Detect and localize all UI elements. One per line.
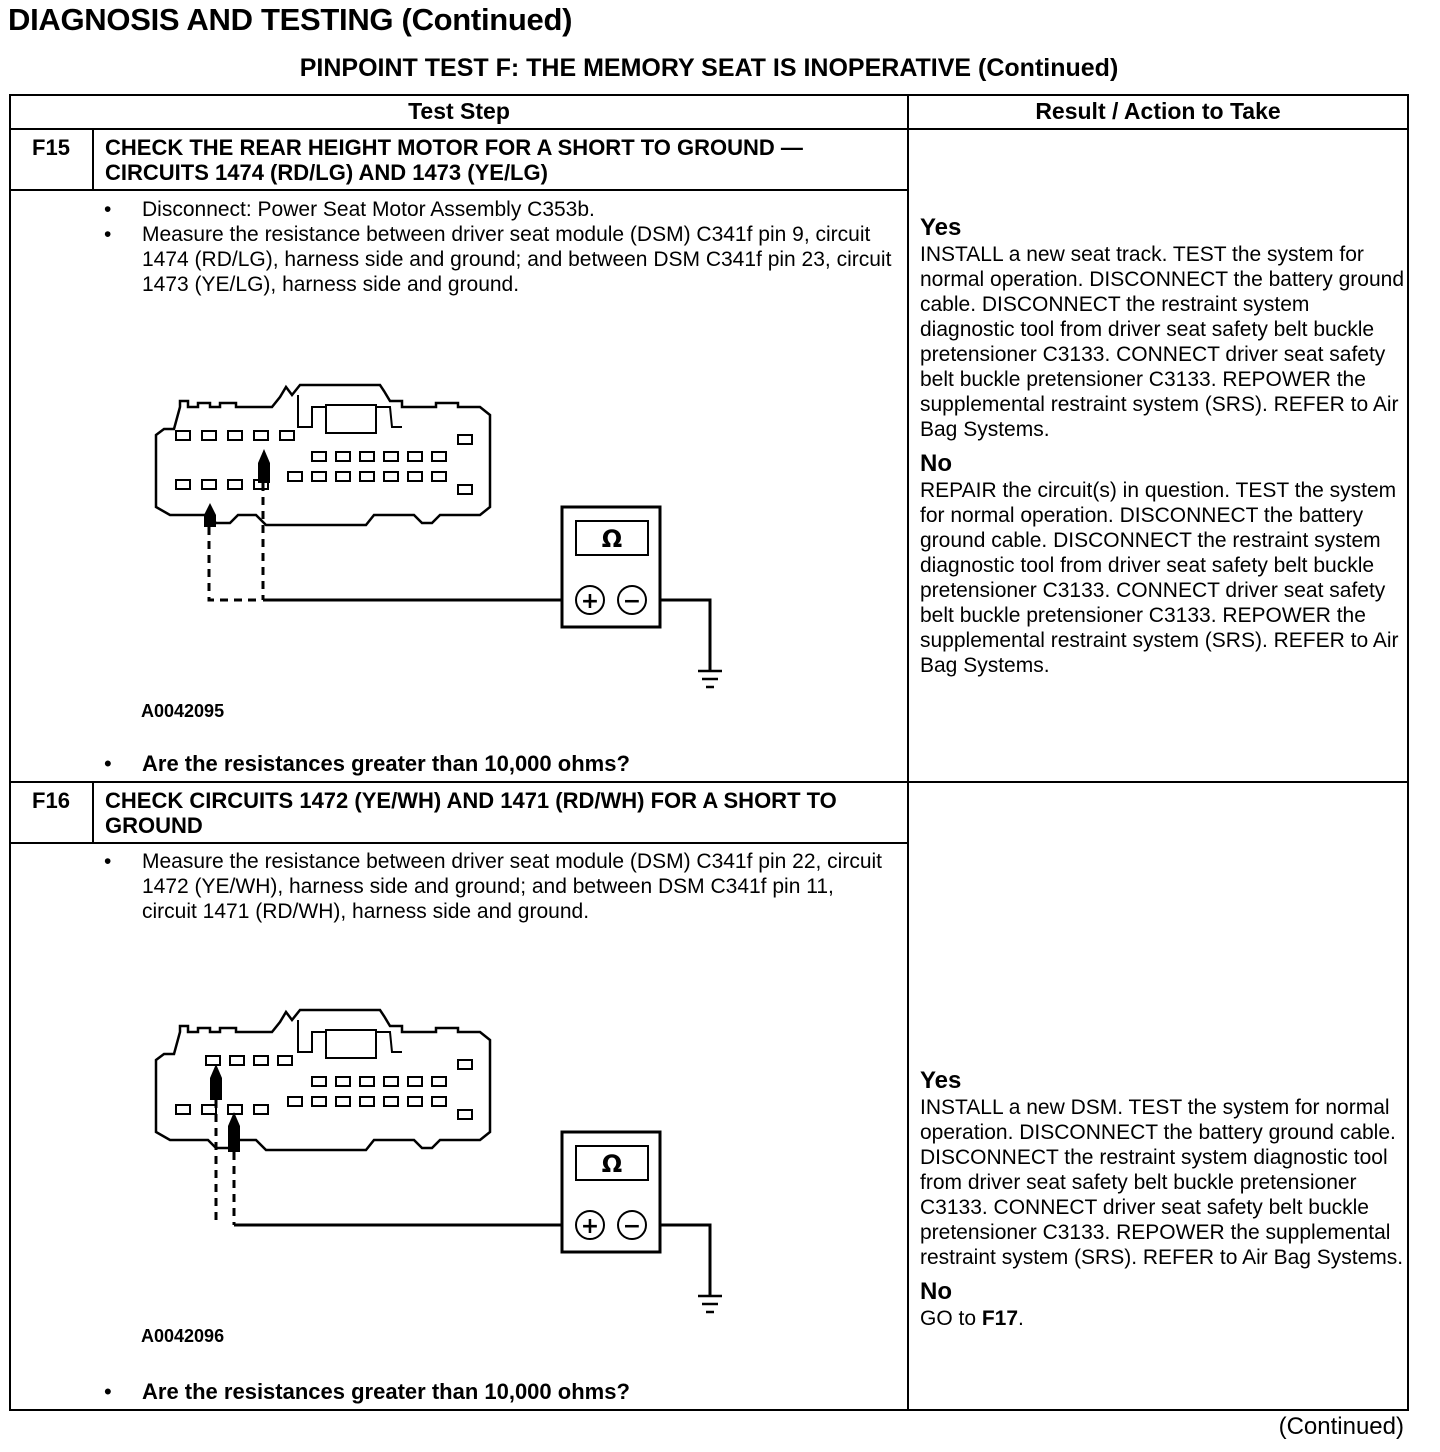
row-divider [9, 781, 1409, 783]
no-label: No [920, 1278, 952, 1305]
minus-terminal-icon: − [622, 589, 642, 614]
step-question-f15: • Are the resistances greater than 10,000 ohms? [104, 751, 894, 777]
instruction-item: • Measure the resistance between driver seat module (DSM) C341f pin 9, circuit 1474 (RD/LG), harness side and ground; and between DSM C341f pin 23, circuit 1473 (YE/LG), harness side and ground. [104, 222, 894, 297]
connector-diagram-f15 [140, 375, 740, 705]
instruction-item: • Measure the resistance between driver seat module (DSM) C341f pin 22, circuit 1472 (YE/WH), harness side and ground; and between DSM C341f pin 11, circuit 1471 (RD/WH), harness side and ground. [104, 849, 894, 924]
ground-symbol [698, 671, 722, 687]
ohmmeter [562, 507, 660, 627]
column-divider [907, 94, 909, 1411]
step-id-f15: F15 [32, 135, 70, 160]
col-header-result: Result / Action to Take [1035, 98, 1281, 124]
continued-note: (Continued) [1278, 1413, 1404, 1440]
plus-terminal-icon: + [580, 589, 600, 614]
connector-diagram-f16 [140, 1000, 740, 1330]
no-action: REPAIR the circuit(s) in question. TEST the system for normal operation. DISCONNECT the battery ground cable. DISCONNECT the restraint system diagnostic tool from driver seat safety belt buckle pretensioner C3133. CONNECT driver seat safety belt buckle pretensioner C3133. REPOWER the supplemental restraint system (SRS). REFER to Air Bag Systems. [920, 479, 1399, 677]
step-question-f16: • Are the resistances greater than 10,000 ohms? [104, 1379, 894, 1405]
ground-symbol [698, 1296, 722, 1312]
page-title: DIAGNOSIS AND TESTING (Continued) [8, 2, 573, 37]
dsm-connector-c341f [156, 385, 490, 525]
yes-action: INSTALL a new seat track. TEST the system for normal operation. DISCONNECT the battery ground cable. DISCONNECT the restraint system diagnostic tool from driver seat safety belt buckle pretensioner C3133. CONNECT driver seat safety belt buckle pretensioner C3133. REPOWER the supplemental restraint system (SRS). REFER to Air Bag Systems. [920, 243, 1405, 441]
no-action-prefix: GO to [920, 1307, 982, 1330]
pinpoint-test-title: PINPOINT TEST F: THE MEMORY SEAT IS INOPERATIVE (Continued) [299, 54, 1119, 82]
figure-id-f16: A0042096 [141, 1326, 225, 1346]
step-instructions-f15 [104, 197, 894, 297]
yes-label: Yes [920, 214, 962, 241]
f16-id-divider [92, 781, 94, 843]
plus-terminal-icon: + [580, 1214, 600, 1239]
f15-id-divider [92, 128, 94, 190]
ohm-icon: Ω [601, 1150, 623, 1178]
step-instructions-f16 [104, 849, 894, 924]
step-id-f16: F16 [32, 788, 70, 813]
f15-title-rule [9, 189, 907, 191]
minus-terminal-icon: − [622, 1214, 642, 1239]
no-label: No [920, 450, 952, 477]
result-f15 [920, 214, 1405, 678]
result-f16 [920, 1067, 1405, 1331]
no-action [920, 1306, 1405, 1331]
dsm-connector-c341f [156, 1010, 490, 1150]
goto-step-link[interactable]: F17 [981, 1307, 1019, 1330]
no-action-suffix: . [1018, 1307, 1024, 1330]
f16-title-rule [9, 842, 907, 844]
instruction-item: • Disconnect: Power Seat Motor Assembly C353b. [104, 197, 894, 222]
yes-action: INSTALL a new DSM. TEST the system for normal operation. DISCONNECT the battery ground cable. DISCONNECT the restraint system diagnostic tool from driver seat safety belt buckle pretensioner C3133. CONNECT driver seat safety belt buckle pretensioner C3133. REPOWER the supplemental restraint system (SRS). REFER to Air Bag Systems. [920, 1096, 1404, 1269]
ohm-icon: Ω [601, 525, 623, 553]
step-title-f16: CHECK CIRCUITS 1472 (YE/WH) AND 1471 (RD/WH) FOR A SHORT TO GROUND [105, 788, 837, 838]
figure-id-f15: A0042095 [141, 701, 225, 721]
col-header-test-step: Test Step [408, 98, 510, 124]
ohmmeter [562, 1132, 660, 1252]
step-title-f15: CHECK THE REAR HEIGHT MOTOR FOR A SHORT TO GROUND — CIRCUITS 1474 (RD/LG) AND 1473 (YE/LG) [105, 135, 803, 185]
yes-label: Yes [920, 1067, 962, 1094]
